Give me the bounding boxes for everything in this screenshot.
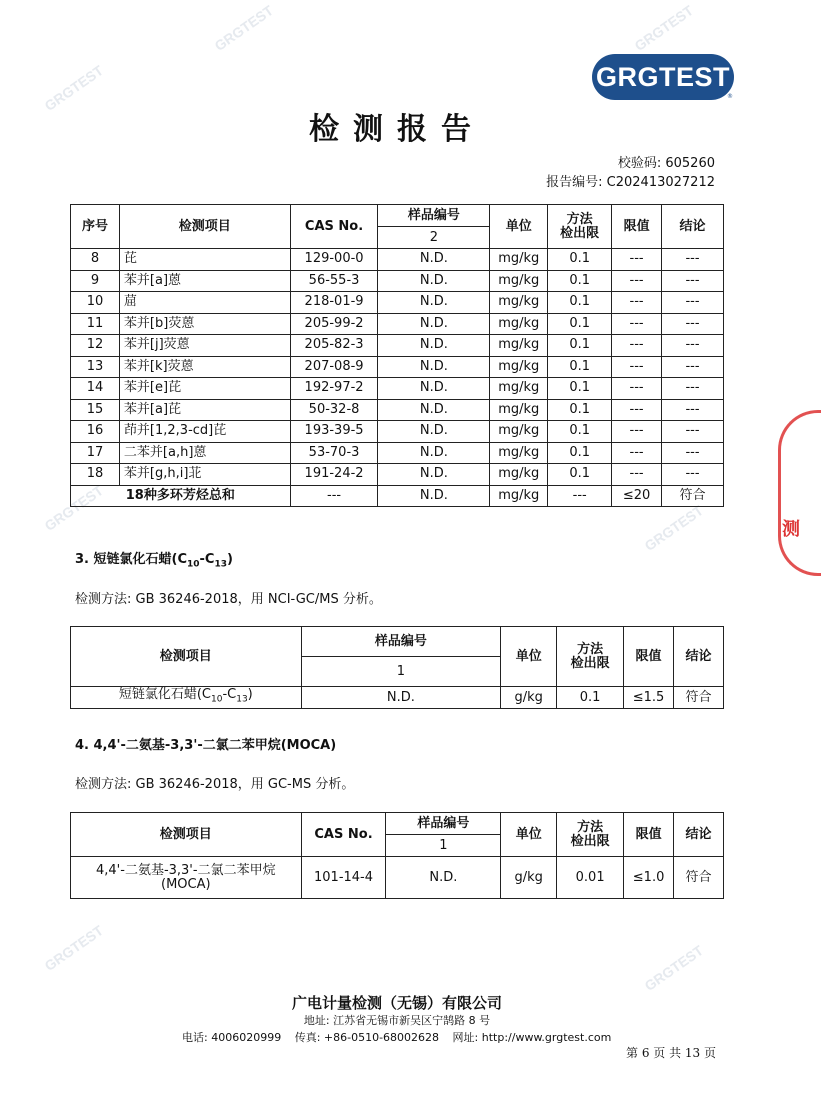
cell-item: 苯并[k]荧蒽 [119,356,290,378]
cell-item: 4,4'-二氨基-3,3'-二氯二苯甲烷 (MOCA) [71,857,302,899]
header-cas: CAS No. [301,813,386,857]
cell-no: 11 [71,313,120,335]
cell-cas: 53-70-3 [290,442,378,464]
footer-address: 地址: 江苏省无锡市新吴区宁鹄路 8 号 [303,1014,491,1027]
cell-result: N.D. [378,292,490,314]
header-limit: 限值 [624,813,674,857]
header-mdl: 方法 检出限 [557,813,624,857]
cell-mdl: 0.1 [548,270,612,292]
cell-conclusion: --- [662,442,724,464]
cell-unit: mg/kg [490,292,548,314]
cell-item: 苯并[a]芘 [119,399,290,421]
cell-limit: --- [612,399,662,421]
cell-mdl: 0.1 [548,399,612,421]
header-sample: 样品编号 [386,813,501,835]
header-limit: 限值 [612,205,662,249]
cell-result: N.D. [378,464,490,486]
cell-item: 䓛 [119,292,290,314]
verify-code: 校验码: 605260 [617,156,715,171]
red-seal-stamp [778,410,821,576]
table-row [71,270,724,292]
stamp-text: 测 [782,519,800,540]
cell-mdl: 0.1 [557,687,624,709]
table-row [71,292,724,314]
cell-limit: --- [612,270,662,292]
cell-no: 16 [71,421,120,443]
cell-cas: 191-24-2 [290,464,378,486]
header-no: 序号 [71,205,120,249]
footer-phone: 电话: 4006020999 [182,1031,282,1044]
cell-conclusion: --- [662,399,724,421]
cell-mdl: 0.1 [548,356,612,378]
cell-conclusion: --- [662,356,724,378]
cell-mdl: 0.1 [548,464,612,486]
cell-item: 芘 [119,249,290,271]
section-4-heading: 4. 4,4'-二氨基-3,3'-二氯二苯甲烷(MOCA) [75,738,337,753]
cell-result: N.D. [301,687,501,709]
cell-no: 14 [71,378,120,400]
table-row [71,313,724,335]
header-sample-id: 1 [301,657,501,687]
cell-unit: mg/kg [490,464,548,486]
cell-conclusion: --- [662,292,724,314]
cell-mdl: 0.1 [548,421,612,443]
cell-limit: --- [612,356,662,378]
table-row [71,442,724,464]
header-conclusion: 结论 [674,627,724,687]
registered-mark: ® [727,93,733,100]
cell-limit: --- [612,313,662,335]
table-row [71,356,724,378]
watermark: GRGTEST [211,2,277,54]
cell-unit: mg/kg [490,442,548,464]
watermark: GRGTEST [41,482,107,534]
sccp-results-table [70,626,724,709]
cell-cas: 101-14-4 [301,857,386,899]
header-sample-id: 2 [378,227,490,249]
watermark: GRGTEST [41,62,107,114]
cell-result: N.D. [378,356,490,378]
cell-conclusion: --- [662,313,724,335]
table-row [71,378,724,400]
cell-conclusion: --- [662,421,724,443]
section-3-heading: 3. 短链氯化石蜡$(C_{10}-C_{13})$ [75,552,233,570]
pah-results-table [70,204,724,507]
cell-mdl: 0.1 [548,335,612,357]
table-row [71,249,724,271]
header-item: 检测项目 [119,205,290,249]
cell-no: 15 [71,399,120,421]
cell-mdl: 0.1 [548,442,612,464]
cell-item: 苯并[a]蒽 [119,270,290,292]
cell-limit: --- [612,335,662,357]
section-4-method: 检测方法: GB 36246-2018，用 GC-MS 分析。 [75,777,355,792]
cell-conclusion: 符合 [674,687,724,709]
cell-mdl: 0.1 [548,378,612,400]
cell-cas: 218-01-9 [290,292,378,314]
cell-conclusion: 符合 [674,857,724,899]
cell-cas: 205-82-3 [290,335,378,357]
table-row [71,399,724,421]
cell-limit: --- [612,421,662,443]
cell-cas: 193-39-5 [290,421,378,443]
watermark: GRGTEST [41,922,107,974]
cell-conclusion: --- [662,464,724,486]
cell-cas: 207-08-9 [290,356,378,378]
cell-no: 18 [71,464,120,486]
cell-no: 9 [71,270,120,292]
cell-item: 二苯并[a,h]蒽 [119,442,290,464]
cell-total-unit: mg/kg [490,485,548,507]
cell-unit: mg/kg [490,378,548,400]
header-item: 检测项目 [71,813,302,857]
cell-result: N.D. [378,335,490,357]
header-cas: CAS No. [290,205,378,249]
cell-total-mdl: --- [548,485,612,507]
header-limit: 限值 [624,627,674,687]
cell-conclusion: --- [662,335,724,357]
header-mdl: 方法 检出限 [548,205,612,249]
company-logo: GRGTEST [592,54,734,100]
cell-unit: g/kg [501,687,557,709]
cell-item: 短链氯化石蜡$(C_{10}-C_{13})$ [71,687,302,709]
cell-item: 苯并[j]荧蒽 [119,335,290,357]
moca-results-table [70,812,724,899]
cell-item: 苯并[b]荧蒽 [119,313,290,335]
cell-unit: mg/kg [490,399,548,421]
cell-limit: ≤1.5 [624,687,674,709]
cell-result: N.D. [378,442,490,464]
cell-limit: --- [612,464,662,486]
cell-result: N.D. [378,249,490,271]
cell-total-result: N.D. [378,485,490,507]
footer-web[interactable]: 网址: http://www.grgtest.com [452,1031,612,1044]
cell-limit: --- [612,249,662,271]
watermark: GRGTEST [641,942,707,994]
cell-total-cas: --- [290,485,378,507]
table-row [71,335,724,357]
cell-unit: mg/kg [490,356,548,378]
cell-result: N.D. [378,399,490,421]
cell-result: N.D. [378,421,490,443]
cell-result: N.D. [378,270,490,292]
cell-unit: g/kg [501,857,557,899]
header-conclusion: 结论 [662,205,724,249]
header-sample: 样品编号 [301,627,501,657]
cell-total-conclusion: 符合 [662,485,724,507]
cell-limit: --- [612,378,662,400]
cell-unit: mg/kg [490,313,548,335]
cell-item: 苯并[e]芘 [119,378,290,400]
header-sample: 样品编号 [378,205,490,227]
cell-cas: 56-55-3 [290,270,378,292]
footer-company: 广电计量检测（无锡）有限公司 [291,994,502,1012]
cell-conclusion: --- [662,249,724,271]
cell-limit: --- [612,442,662,464]
cell-no: 10 [71,292,120,314]
cell-cas: 205-99-2 [290,313,378,335]
table-row [71,464,724,486]
watermark: GRGTEST [631,2,697,54]
cell-cas: 129-00-0 [290,249,378,271]
table-row [71,421,724,443]
cell-conclusion: --- [662,378,724,400]
cell-unit: mg/kg [490,335,548,357]
cell-result: N.D. [378,378,490,400]
header-unit: 单位 [501,813,557,857]
page-number: 第 6 页 共 13 页 [626,1046,716,1060]
cell-total-limit: ≤20 [612,485,662,507]
cell-unit: mg/kg [490,249,548,271]
header-conclusion: 结论 [674,813,724,857]
cell-mdl: 0.1 [548,313,612,335]
cell-cas: 50-32-8 [290,399,378,421]
cell-result: N.D. [378,313,490,335]
section-3-method: 检测方法: GB 36246-2018，用 NCI-GC/MS 分析。 [75,592,382,607]
header-item: 检测项目 [71,627,302,687]
footer-contact [182,1029,621,1045]
cell-result: N.D. [386,857,501,899]
cell-item: 茚并[1,2,3-cd]芘 [119,421,290,443]
cell-limit: ≤1.0 [624,857,674,899]
cell-unit: mg/kg [490,421,548,443]
cell-no: 8 [71,249,120,271]
page-title: 检测报告 [309,112,485,147]
cell-mdl: 0.1 [548,249,612,271]
table-row-total [71,485,724,507]
cell-conclusion: --- [662,270,724,292]
cell-no: 13 [71,356,120,378]
cell-unit: mg/kg [490,270,548,292]
cell-mdl: 0.01 [557,857,624,899]
cell-limit: --- [612,292,662,314]
cell-no: 12 [71,335,120,357]
cell-total-item: 18种多环芳烃总和 [71,485,291,507]
header-sample-id: 1 [386,835,501,857]
header-unit: 单位 [490,205,548,249]
report-number: 报告编号: C202413027212 [546,175,715,190]
footer-fax: 传真: +86-0510-68002628 [294,1031,440,1044]
cell-item: 苯并[g,h,i]苝 [119,464,290,486]
header-unit: 单位 [501,627,557,687]
cell-cas: 192-97-2 [290,378,378,400]
watermark: GRGTEST [641,502,707,554]
cell-no: 17 [71,442,120,464]
header-mdl: 方法 检出限 [557,627,624,687]
cell-mdl: 0.1 [548,292,612,314]
